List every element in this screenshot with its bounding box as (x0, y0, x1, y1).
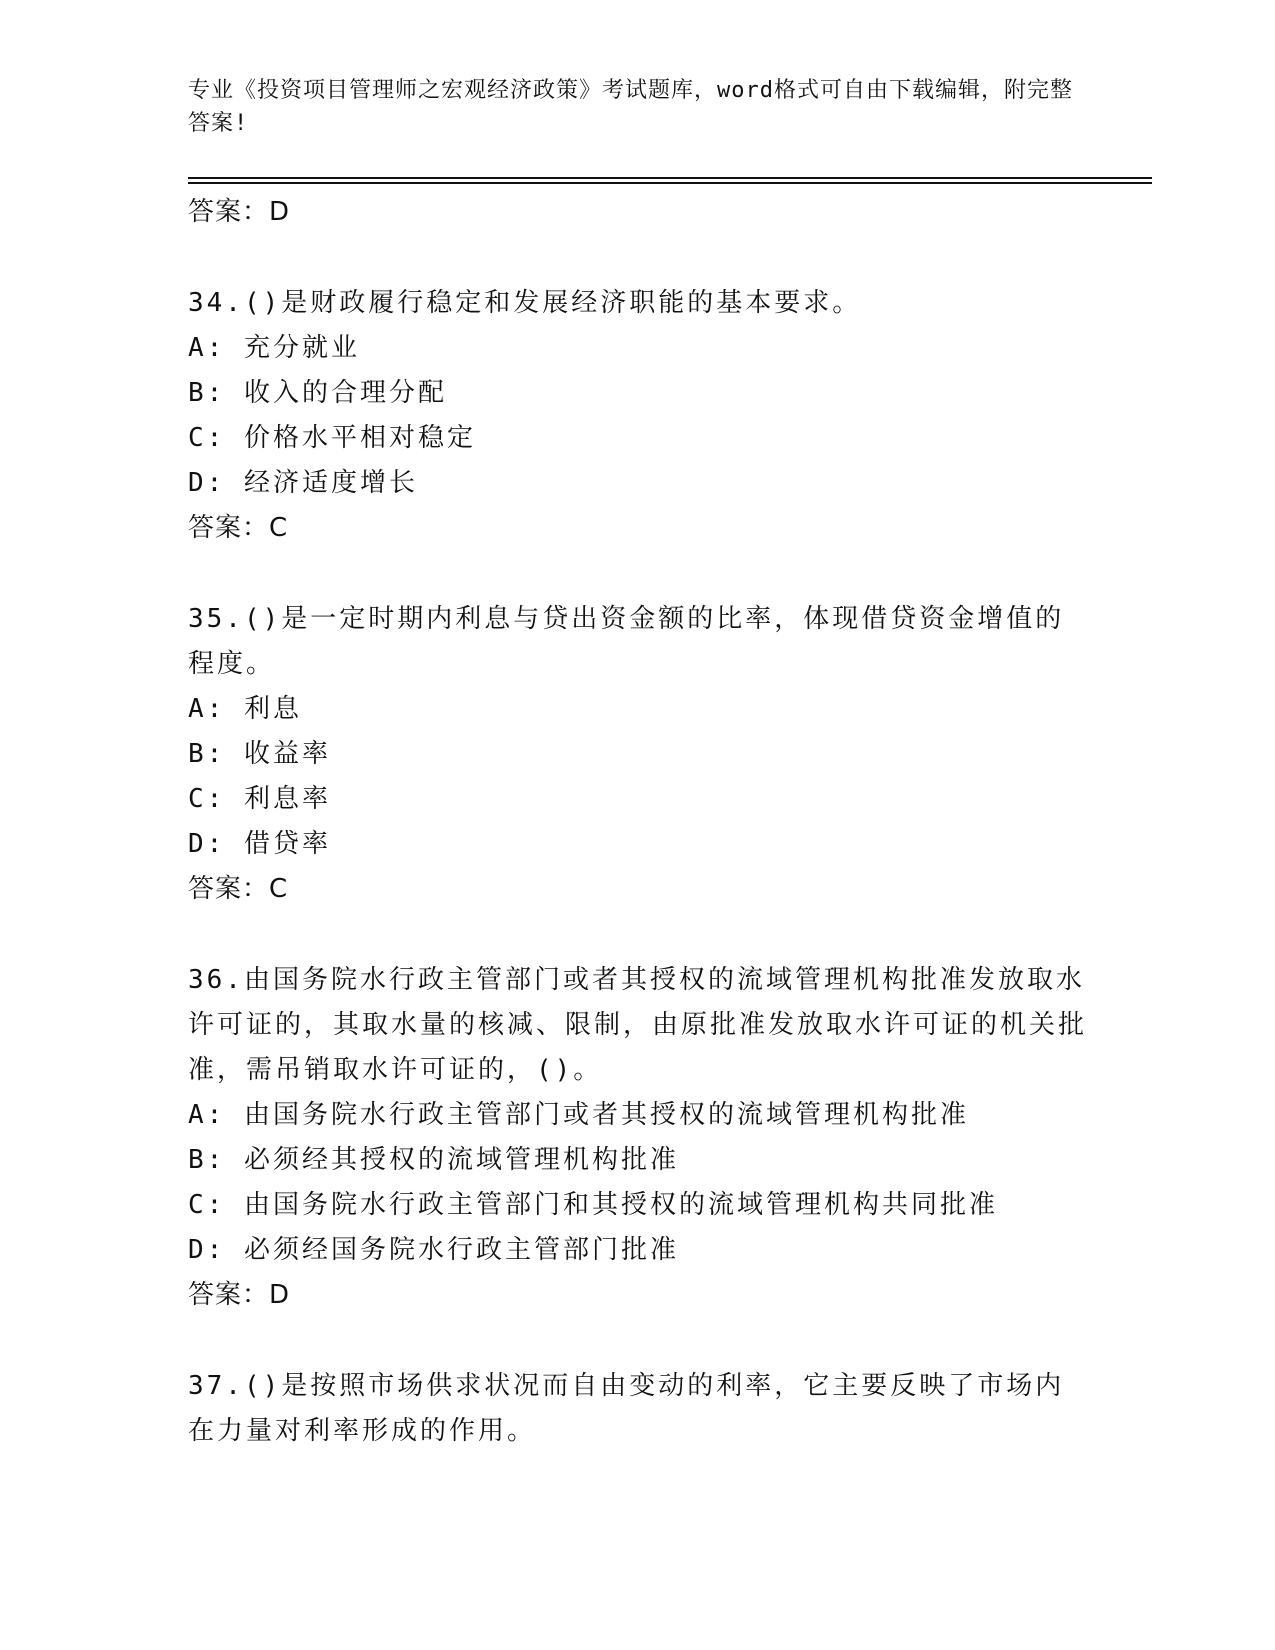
option-35-a: A: 利息 (188, 694, 302, 724)
option-34-c: C: 价格水平相对稳定 (188, 423, 476, 453)
option-34-a: A: 充分就业 (188, 333, 360, 363)
header-double-rule (188, 177, 1152, 184)
answer-36: 答案：D (188, 1280, 291, 1310)
answer-35: 答案：C (188, 874, 289, 904)
question-35: 35.()是一定时期内利息与贷出资金额的比率，体现借贷资金增值的程度。 (188, 604, 1065, 679)
option-36-d: D: 必须经国务院水行政主管部门批准 (188, 1235, 679, 1265)
question-34: 34.()是财政履行稳定和发展经济职能的基本要求。 (188, 288, 862, 318)
spacer (188, 912, 1088, 958)
spacer (188, 235, 1088, 281)
question-36: 36.由国务院水行政主管部门或者其授权的流域管理机构批准发放取水许可证的，其取水量的核减、限制，由原批准发放取水许可证的机关批准，需吊销取水许可证的，()。 (188, 965, 1088, 1085)
question-list (188, 190, 1088, 1454)
option-36-a: A: 由国务院水行政主管部门或者其授权的流域管理机构批准 (188, 1100, 969, 1130)
spacer (188, 1318, 1088, 1364)
header-note: 专业《投资项目管理师之宏观经济政策》考试题库，word格式可自由下载编辑，附完整答案! (188, 78, 1073, 136)
option-35-d: D: 借贷率 (188, 829, 331, 859)
option-34-d: D: 经济适度增长 (188, 468, 418, 498)
option-36-c: C: 由国务院水行政主管部门和其授权的流域管理机构共同批准 (188, 1190, 998, 1220)
answer-34: 答案：C (188, 513, 289, 543)
answer-33: 答案：D (188, 197, 291, 227)
option-36-b: B: 必须经其授权的流域管理机构批准 (188, 1145, 679, 1175)
option-35-c: C: 利息率 (188, 784, 331, 814)
option-34-b: B: 收入的合理分配 (188, 378, 447, 408)
option-35-b: B: 收益率 (188, 739, 331, 769)
spacer (188, 551, 1088, 597)
question-37: 37.()是按照市场供求状况而自由变动的利率，它主要反映了市场内在力量对利率形成的作用。 (188, 1371, 1065, 1446)
